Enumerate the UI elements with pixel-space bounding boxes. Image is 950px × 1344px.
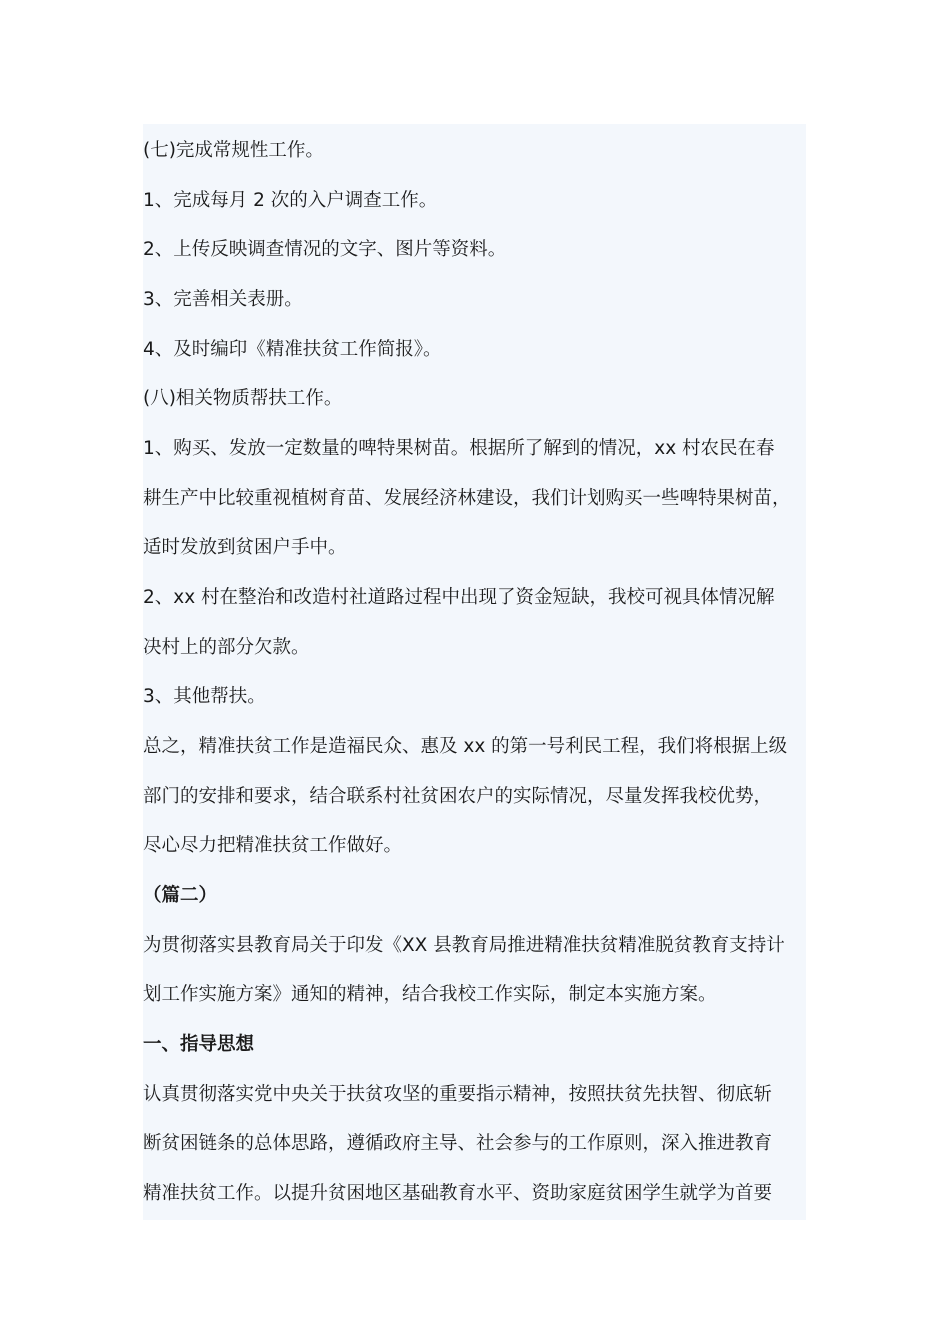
text-line: 尽心尽力把精准扶贫工作做好。 [143,835,403,856]
section-heading: （篇二） [143,885,218,906]
text-line: 2、上传反映调查情况的文字、图片等资料。 [143,239,507,260]
text-line: 决村上的部分欠款。 [143,637,310,658]
text-line: (八)相关物质帮扶工作。 [143,388,343,409]
text-line: 适时发放到贫困户手中。 [143,537,347,558]
text-line: 3、完善相关表册。 [143,289,303,310]
section-heading: 一、指导思想 [143,1034,255,1055]
text-line: 耕生产中比较重视植树育苗、发展经济林建设，我们计划购买一些啤特果树苗， [143,488,791,509]
text-line: 4、及时编印《精准扶贫工作简报》。 [143,339,442,360]
text-line: (七)完成常规性工作。 [143,140,324,161]
text-line: 断贫困链条的总体思路，遵循政府主导、社会参与的工作原则，深入推进教育 [143,1133,773,1154]
document-body [143,124,806,1220]
text-line: 1、购买、发放一定数量的啤特果树苗。根据所了解到的情况，xx 村农民在春 [143,438,775,459]
text-line: 2、xx 村在整治和改造村社道路过程中出现了资金短缺，我校可视具体情况解 [143,587,775,608]
text-line: 3、其他帮扶。 [143,686,266,707]
text-line: 认真贯彻落实党中央关于扶贫攻坚的重要指示精神，按照扶贫先扶智、彻底斩 [143,1084,773,1105]
text-line: 精准扶贫工作。以提升贫困地区基础教育水平、资助家庭贫困学生就学为首要 [143,1183,773,1204]
text-line: 1、完成每月 2 次的入户调查工作。 [143,190,438,211]
text-line: 为贯彻落实县教育局关于印发《XX 县教育局推进精准扶贫精准脱贫教育支持计 [143,935,785,956]
text-line: 划工作实施方案》通知的精神，结合我校工作实际，制定本实施方案。 [143,984,717,1005]
text-line: 部门的安排和要求，结合联系村社贫困农户的实际情况，尽量发挥我校优势， [143,786,773,807]
text-line: 总之，精准扶贫工作是造福民众、惠及 xx 的第一号利民工程，我们将根据上级 [143,736,788,757]
